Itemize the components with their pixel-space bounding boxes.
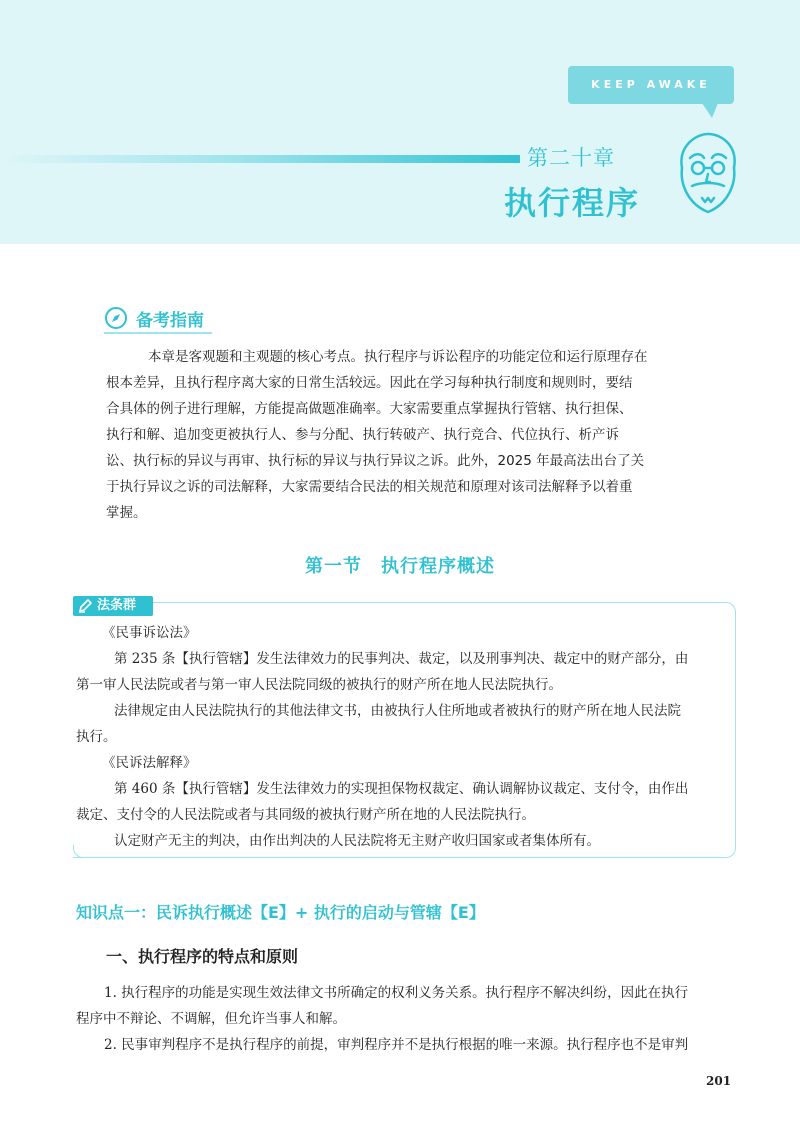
guide-line: 执行和解、追加变更被执行人、参与分配、执行转破产、执行竞合、代位执行、析产诉: [106, 427, 619, 443]
guide-line: 掌握。: [106, 505, 147, 521]
guide-line: 本章是客观题和主观题的核心考点。执行程序与诉讼程序的功能定位和运行原理存在: [148, 349, 648, 365]
law-source-title: 《民诉法解释》: [102, 755, 197, 771]
knowledge-point-title: 知识点一：民诉执行概述【E】+ 执行的启动与管辖【E】: [76, 903, 485, 922]
bearded-face-icon: [668, 128, 748, 218]
keep-awake-text: KEEP AWAKE: [591, 78, 711, 91]
law-source-title: 《民事诉讼法》: [102, 625, 197, 641]
subsection-title: 一、执行程序的特点和原则: [106, 947, 299, 966]
guide-underline: [104, 332, 212, 334]
compass-icon: [104, 306, 128, 330]
law-line: 认定财产无主的判决，由作出判决的人民法院将无主财产收归国家或者集体所有。: [114, 833, 600, 849]
law-group-badge: [73, 596, 153, 616]
keep-awake-bubble: [568, 66, 734, 104]
law-line: 法律规定由人民法院执行的其他法律文书，由被执行人住所地或者被执行的财产所在地人民法院: [114, 703, 681, 719]
law-line: 第一审人民法院或者与第一审人民法院同级的被执行的财产所在地人民法院执行。: [76, 677, 562, 693]
law-line: 第 460 条【执行管辖】发生法律效力的实现担保物权裁定、确认调解协议裁定、支付令，由作出: [114, 781, 689, 797]
bubble-tail: [702, 103, 718, 118]
pen-icon: [77, 598, 93, 614]
law-line: 裁定、支付令的人民法院或者与其同级的被执行财产所在地的人民法院执行。: [76, 807, 535, 823]
guide-line: 于执行异议之诉的司法解释，大家需要结合民法的相关规范和原理对该司法解释予以着重: [106, 479, 633, 495]
law-group-label: 法条群: [97, 598, 137, 613]
body-line: 程序中不辩论、不调解，但允许当事人和解。: [76, 1011, 346, 1027]
guide-line: 合具体的例子进行理解，方能提高做题准确率。大家需要重点掌握执行管辖、执行担保、: [106, 401, 633, 417]
body-line: 2. 民事审判程序不是执行程序的前提，审判程序并不是执行根据的唯一来源。执行程序也不是审判: [104, 1037, 689, 1053]
chapter-number: 第二十章: [527, 146, 615, 170]
law-line: 执行。: [76, 729, 117, 745]
body-line: 1. 执行程序的功能是实现生效法律文书所确定的权利义务关系。执行程序不解决纠纷，因此在执行: [104, 985, 689, 1001]
chapter-divider-line: [0, 155, 520, 163]
exam-guide-title: 备考指南: [136, 311, 204, 331]
law-line: 第 235 条【执行管辖】发生法律效力的民事判决、裁定，以及刑事判决、裁定中的财产部分，由: [114, 651, 689, 667]
chapter-title: 执行程序: [504, 184, 641, 222]
page-number: 201: [706, 1074, 732, 1088]
section-title: 第一节 执行程序概述: [305, 556, 495, 577]
guide-line: 讼、执行标的异议与再审、执行标的异议与执行异议之诉。此外，2025 年最高法出台了关: [106, 453, 645, 469]
guide-line: 根本差异，且执行程序离大家的日常生活较远。因此在学习每种执行制度和规则时，要结: [106, 375, 633, 391]
